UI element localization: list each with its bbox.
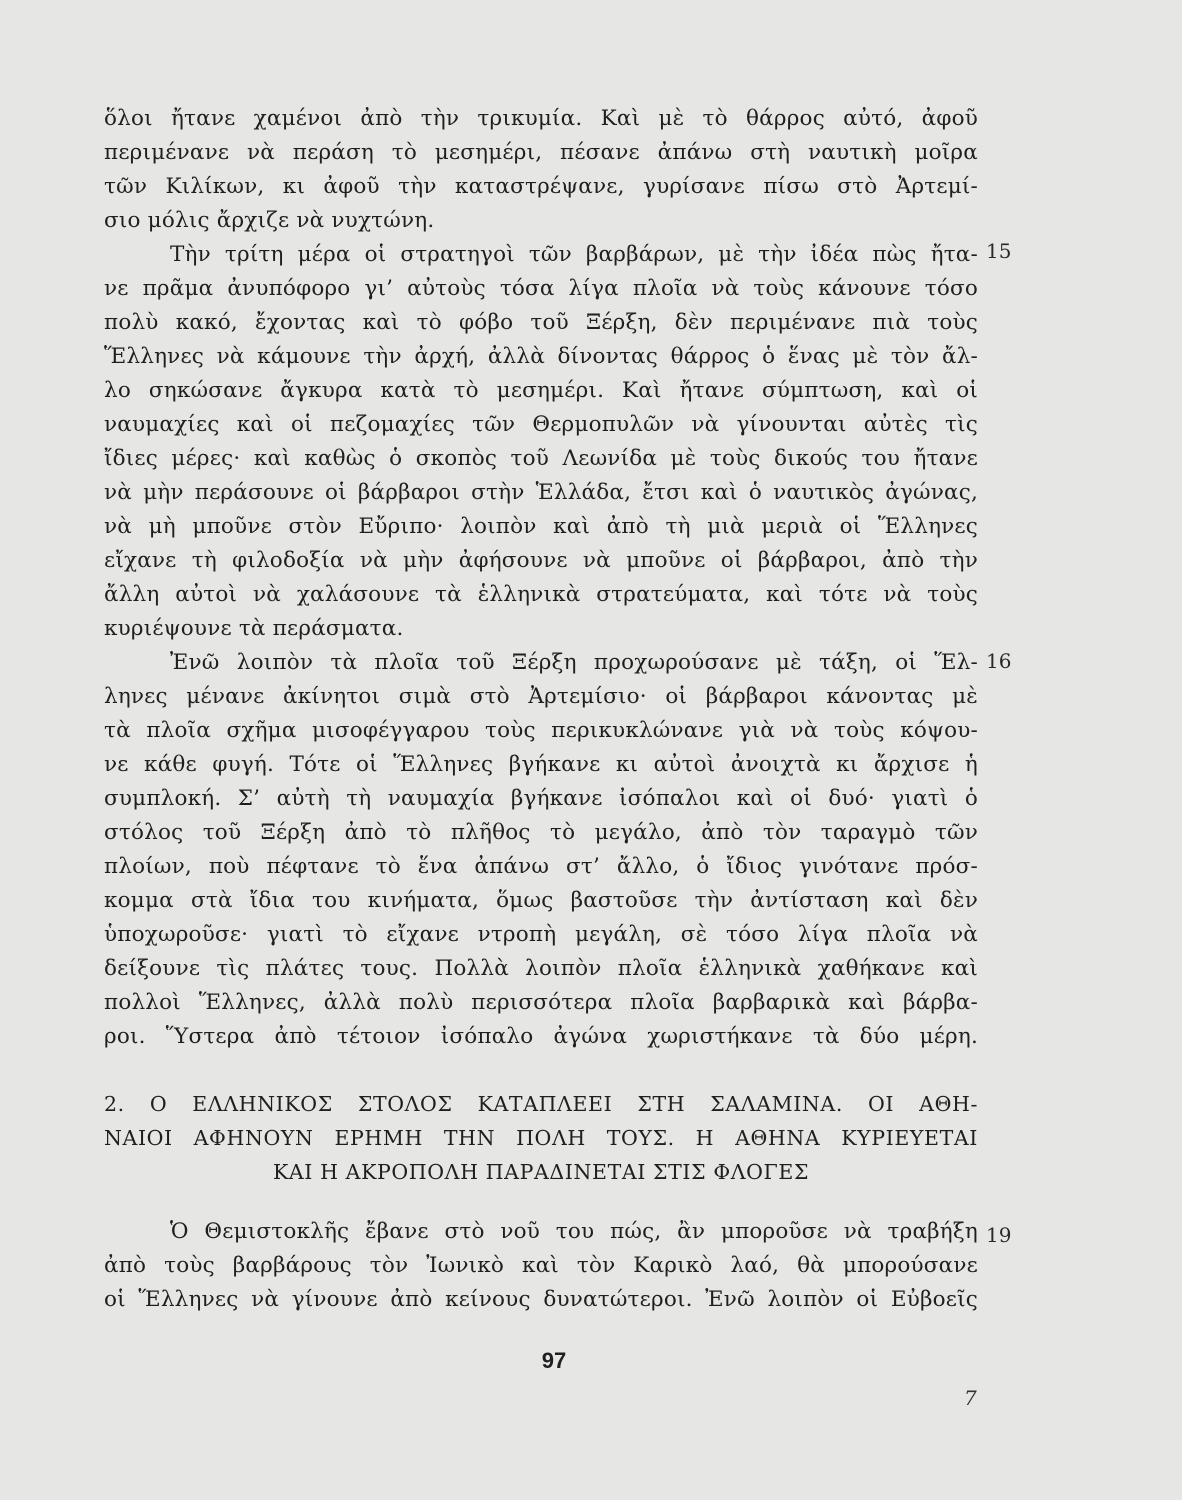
text-line: περιμένανε νὰ περάση τὸ μεσημέρι, πέσανε ἀπάνω στὴ ναυτικὴ μοῖρα (104, 140, 978, 165)
text-line: πολλοὶ Ἕλληνες, ἀλλὰ πολὺ περισσότερα πλοῖα βαρβαρικὰ καὶ βάρβα- (104, 990, 978, 1015)
text-line: Ἕλληνες νὰ κάμουνε τὴν ἀρχή, ἀλλὰ δίνοντας θάρρος ὁ ἕνας μὲ τὸν ἄλ- (104, 344, 978, 369)
text-line: στόλος τοῦ Ξέρξη ἀπὸ τὸ πλῆθος τὸ μεγάλο, ἀπὸ τὸν ταραγμὸ τῶν (104, 820, 978, 845)
text-line: νὰ μὴν περάσουνε οἱ βάρβαροι στὴν Ἑλλάδα, ἔτσι καὶ ὁ ναυτικὸς ἀγώνας, (104, 480, 978, 505)
text-line: ἴδιες μέρες· καὶ καθὼς ὁ σκοπὸς τοῦ Λεωνίδα μὲ τοὺς δικούς του ἤτανε (104, 446, 978, 471)
text-line: νε κάθε φυγή. Τότε οἱ Ἕλληνες βγήκανε κι αὐτοὶ ἀνοιχτὰ κι ἄρχισε ἡ (104, 752, 978, 777)
signature-mark: 7 (964, 1386, 977, 1410)
section-heading-line: 2. Ο ΕΛΛΗΝΙΚΟΣ ΣΤΟΛΟΣ ΚΑΤΑΠΛΕΕΙ ΣΤΗ ΣΑΛΑΜΙΝΑ. ΟΙ ΑΘΗ- (104, 1092, 978, 1116)
text-line: ἄλλη αὐτοὶ νὰ χαλάσουνε τὰ ἑλληνικὰ στρατεύματα, καὶ τότε νὰ τοὺς (104, 582, 978, 607)
text-line: πλοίων, ποὺ πέφτανε τὸ ἕνα ἀπάνω στ’ ἄλλο, ὁ ἴδιος γινότανε πρόσ- (104, 854, 978, 879)
text-line: ναυμαχίες καὶ οἱ πεζομαχίες τῶν Θερμοπυλῶν νὰ γίνουνται αὐτὲς τὶς (104, 412, 978, 437)
margin-section-number: 16 (986, 649, 1012, 673)
text-line: ληνες μένανε ἀκίνητοι σιμὰ στὸ Ἀρτεμίσιο· οἱ βάρβαροι κάνοντας μὲ (104, 684, 978, 709)
margin-section-number: 15 (986, 239, 1012, 263)
text-line: Ὁ Θεμιστοκλῆς ἔβανε στὸ νοῦ του πώς, ἂν μποροῦσε νὰ τραβήξη (170, 1219, 978, 1244)
text-line: ροι. Ὕστερα ἀπὸ τέτοιον ἰσόπαλο ἀγώνα χωριστήκανε τὰ δύο μέρη. (104, 1024, 978, 1049)
text-line: τὰ πλοῖα σχῆμα μισοφέγγαρου τοὺς περικυκλώνανε γιὰ νὰ τοὺς κόψου- (104, 718, 978, 743)
section-heading-line: ΚΑΙ Η ΑΚΡΟΠΟΛΗ ΠΑΡΑΔΙΝΕΤΑΙ ΣΤΙΣ ΦΛΟΓΕΣ (272, 1160, 810, 1184)
text-line: ἀπὸ τοὺς βαρβάρους τὸν Ἰωνικὸ καὶ τὸν Καρικὸ λαό, θὰ μπορούσανε (104, 1253, 978, 1278)
text-line: σιο μόλις ἄρχιζε νὰ νυχτώνη. (104, 208, 435, 233)
text-line: κομμα στὰ ἴδια του κινήματα, ὅμως βαστοῦσε τὴν ἀντίσταση καὶ δὲν (104, 888, 978, 913)
text-line: εἴχανε τὴ φιλοδοξία νὰ μὴν ἀφήσουνε νὰ μποῦνε οἱ βάρβαροι, ἀπὸ τὴν (104, 548, 978, 573)
text-line: ὅλοι ἤτανε χαμένοι ἀπὸ τὴν τρικυμία. Καὶ μὲ τὸ θάρρος αὐτό, ἀφοῦ (104, 106, 978, 131)
text-line: οἱ Ἕλληνες νὰ γίνουνε ἀπὸ κείνους δυνατώτεροι. Ἐνῶ λοιπὸν οἱ Εὐβοεῖς (104, 1287, 978, 1312)
text-line: Ἐνῶ λοιπὸν τὰ πλοῖα τοῦ Ξέρξη προχωρούσανε μὲ τάξη, οἱ Ἕλ- (170, 650, 978, 675)
text-line: ὑποχωροῦσε· γιατὶ τὸ εἴχανε ντροπὴ μεγάλη, σὲ τόσο λίγα πλοῖα νὰ (104, 922, 978, 947)
margin-section-number: 19 (986, 1223, 1012, 1247)
text-line: Τὴν τρίτη μέρα οἱ στρατηγοὶ τῶν βαρβάρων, μὲ τὴν ἰδέα πὼς ἤτα- (170, 242, 978, 267)
text-line: λο σηκώσανε ἄγκυρα κατὰ τὸ μεσημέρι. Καὶ ἤτανε σύμπτωση, καὶ οἱ (104, 378, 978, 403)
text-line: νε πρᾶμα ἀνυπόφορο γι’ αὐτοὺς τόσα λίγα πλοῖα νὰ τοὺς κάνουνε τόσο (104, 276, 978, 301)
text-line: συμπλοκή. Σ’ αὐτὴ τὴ ναυμαχία βγήκανε ἰσόπαλοι καὶ οἱ δυό· γιατὶ ὁ (104, 786, 978, 811)
page-number: 97 (541, 1348, 567, 1373)
text-line: δείξουνε τὶς πλάτες τους. Πολλὰ λοιπὸν πλοῖα ἑλληνικὰ χαθήκανε καὶ (104, 956, 978, 981)
text-line: κυριέψουνε τὰ περάσματα. (104, 616, 404, 641)
text-line: πολὺ κακό, ἔχοντας καὶ τὸ φόβο τοῦ Ξέρξη, δὲν περιμένανε πιὰ τοὺς (104, 310, 978, 335)
text-line: νὰ μὴ μποῦνε στὸν Εὔριπο· λοιπὸν καὶ ἀπὸ τὴ μιὰ μεριὰ οἱ Ἕλληνες (104, 514, 978, 539)
text-line: τῶν Κιλίκων, κι ἀφοῦ τὴν καταστρέψανε, γυρίσανε πίσω στὸ Ἀρτεμί- (104, 174, 978, 199)
section-heading-line: ΝΑΙΟΙ ΑΦΗΝΟΥΝ ΕΡΗΜΗ ΤΗΝ ΠΟΛΗ ΤΟΥΣ. Η ΑΘΗΝΑ ΚΥΡΙΕΥΕΤΑΙ (104, 1126, 978, 1150)
